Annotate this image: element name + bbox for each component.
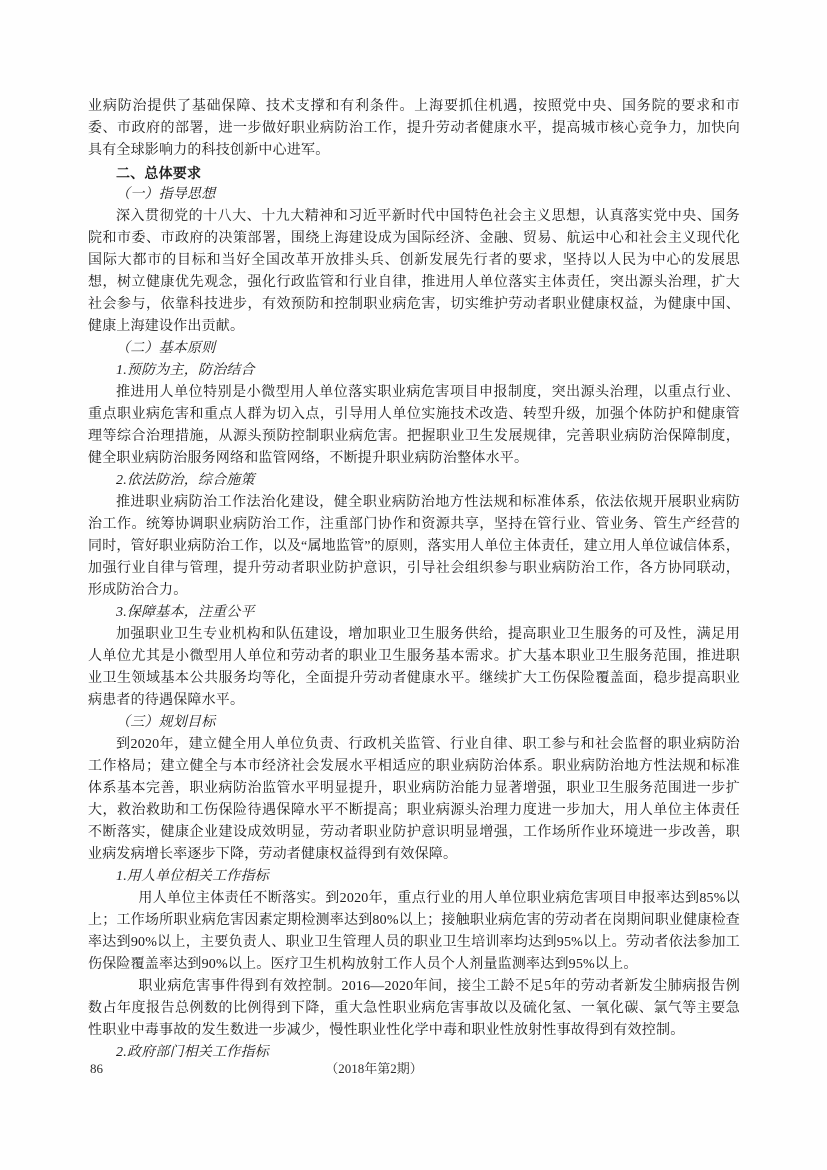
clause-heading: 1.用人单位相关工作指标 (116, 869, 269, 884)
clause-heading: 3.保障基本，注重公平 (116, 605, 255, 620)
subsection-heading: （一）指导思想 (116, 187, 216, 202)
document-body (88, 96, 740, 1064)
clause-heading: 2.依法防治，综合施策 (116, 473, 255, 488)
indicator-paragraph: 用人单位主体责任不断落实。到2020年，重点行业的用人单位职业病危害项目申报率达到85%以上；工作场所职业病危害因素定期检测率达到80%以上；接触职业病危害的劳动者在岗期间职业健康检查率达到90%以上，主要负责人、职业卫生管理人员的职业卫生培训率均达到95%以上。劳动者依法参加工伤保险覆盖率达到90%以上。医疗卫生机构放射工作人员个人剂量监测率达到95%以上。 (88, 891, 740, 972)
section-heading: 二、总体要求 (116, 165, 202, 181)
page-footer (88, 1058, 740, 1080)
subsection-heading: （三）规划目标 (116, 715, 216, 730)
paragraph: 到2020年，建立健全用人单位负责、行政机关监管、行业自律、职工参与和社会监督的职业病防治工作格局；建立健全与本市经济社会发展水平相适应的职业病防治体系。职业病防治地方性法规和标准体系基本完善，职业病防治监管水平明显提升，职业病防治能力显著增强，职业卫生服务范围进一步扩大，救治救助和工伤保险待遇保障水平不断提高；职业病源头治理力度进一步加大，用人单位主体责任不断落实，健康企业建设成效明显，劳动者职业防护意识明显增强，工作场所作业环境进一步改善，职业病发病增长率逐步下降，劳动者健康权益得到有效保障。 (88, 737, 740, 862)
issue-label: （2018年第2期） (325, 1061, 423, 1076)
clause-heading: 1.预防为主，防治结合 (116, 363, 255, 378)
indicator-paragraph: 职业病危害事件得到有效控制。2016—2020年间，接尘工龄不足5年的劳动者新发尘肺病报告例数占年度报告总例数的比例得到下降，重大急性职业病危害事故以及硫化氢、一氧化碳、氯气等主要急性职业中毒事故的发生数进一步减少，慢性职业性化学中毒和职业性放射性事故得到有效控制。 (88, 979, 740, 1038)
paragraph: 业病防治提供了基础保障、技术支撑和有利条件。上海要抓住机遇，按照党中央、国务院的要求和市委、市政府的部署，进一步做好职业病防治工作，提升劳动者健康水平，提高城市核心竞争力，加快向具有全球影响力的科技创新中心进军。 (88, 99, 740, 158)
subsection-heading: （二）基本原则 (116, 341, 216, 356)
paragraph: 加强职业卫生专业机构和队伍建设，增加职业卫生服务供给，提高职业卫生服务的可及性，满足用人单位尤其是小微型用人单位和劳动者的职业卫生服务基本需求。扩大基本职业卫生服务范围，推进职业卫生领域基本公共服务均等化，全面提升劳动者健康水平。继续扩大工伤保险覆盖面，稳步提高职业病患者的待遇保障水平。 (88, 627, 740, 708)
paragraph: 推进职业病防治工作法治化建设，健全职业病防治地方性法规和标准体系，依法依规开展职业病防治工作。统筹协调职业病防治工作，注重部门协作和资源共享，坚持在管行业、管业务、管生产经营的同时，管好职业病防治工作，以及“属地监管”的原则，落实用人单位主体责任，建立用人单位诚信体系，加强行业自律与管理，提升劳动者职业防护意识，引导社会组织参与职业病防治工作，各方协同联动，形成防治合力。 (88, 495, 740, 598)
paragraph: 深入贯彻党的十八大、十九大精神和习近平新时代中国特色社会主义思想，认真落实党中央、国务院和市委、市政府的决策部署，围绕上海建设成为国际经济、金融、贸易、航运中心和社会主义现代化国际大都市的目标和当好全国改革开放排头兵、创新发展先行者的要求，坚持以人民为中心的发展思想，树立健康优先观念，强化行政监管和行业自律，推进用人单位落实主体责任，突出源头治理，扩大社会参与，依靠科技进步，有效预防和控制职业病危害，切实维护劳动者职业健康权益，为健康中国、健康上海建设作出贡献。 (88, 209, 740, 334)
paragraph: 推进用人单位特别是小微型用人单位落实职业病危害项目申报制度，突出源头治理，以重点行业、重点职业病危害和重点人群为切入点，引导用人单位实施技术改造、转型升级，加强个体防护和健康管理等综合治理措施，从源头预防控制职业病危害。把握职业卫生发展规律，完善职业病防治保障制度，健全职业病防治服务网络和监管网络，不断提升职业病防治整体水平。 (88, 385, 740, 466)
clause-heading: 2.政府部门相关工作指标 (116, 1045, 269, 1060)
page-number: 86 (90, 1061, 103, 1076)
